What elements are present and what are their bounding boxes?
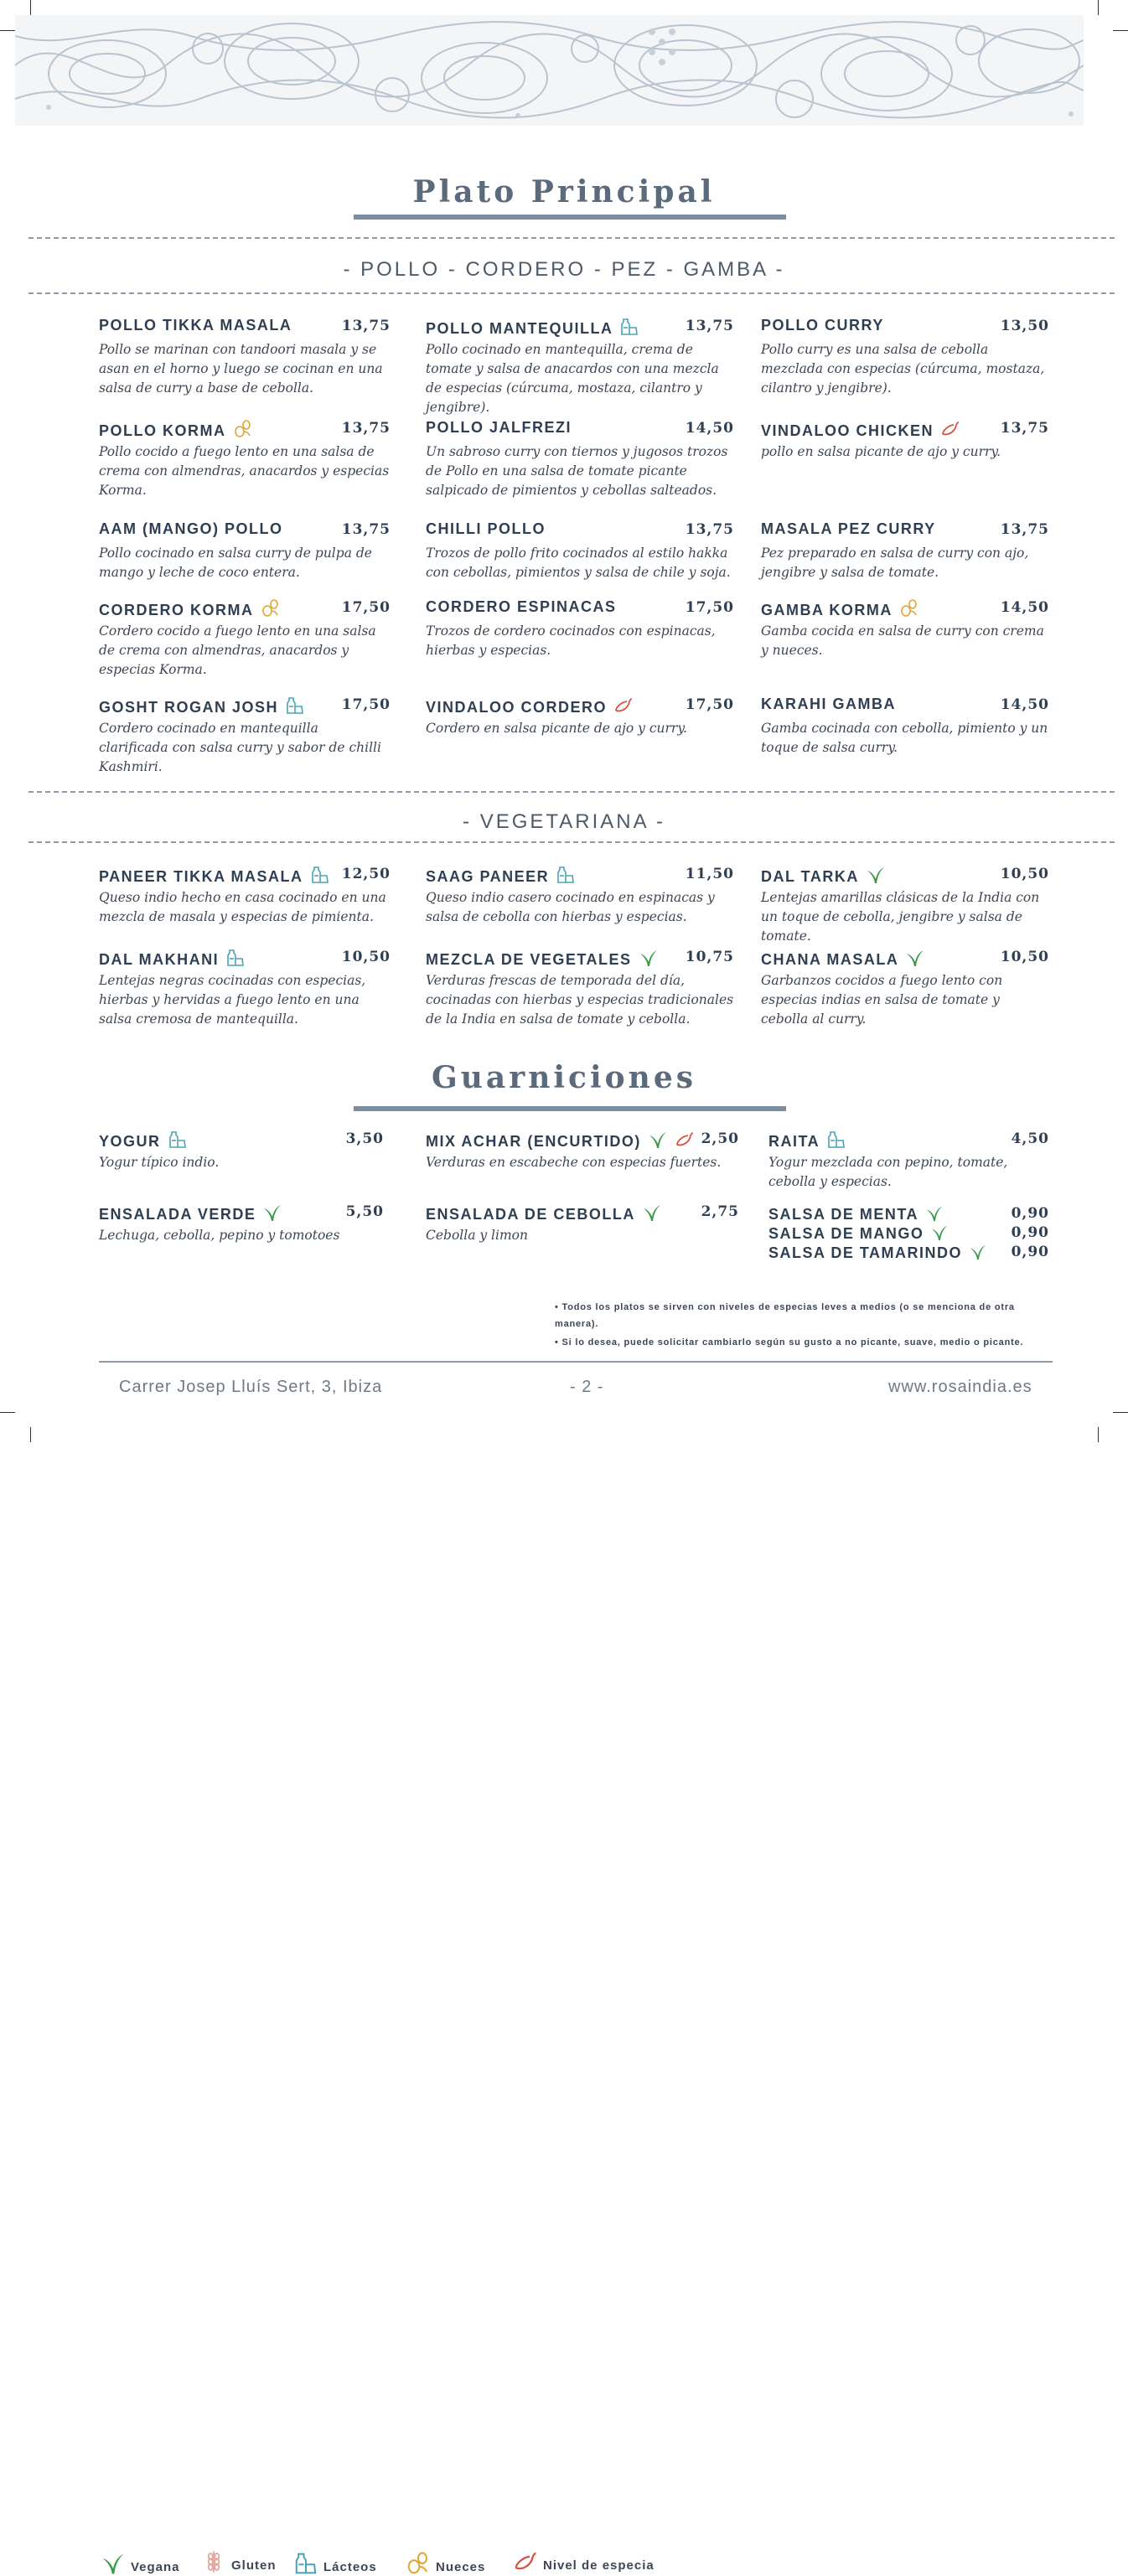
menu-item bbox=[426, 598, 734, 660]
chili-icon bbox=[675, 1130, 695, 1150]
dish-description: Gamba cocinada con cebolla, pimiento y un toque de salsa curry. bbox=[761, 721, 1048, 755]
dish-price: 13,75 bbox=[1000, 521, 1049, 538]
vegan-icon bbox=[639, 948, 659, 968]
dish-description: Un sabroso curry con tiernos y jugosos trozos de Pollo en una salsa de tomate picante salpicado de pimientos y cebollas salteados. bbox=[426, 444, 728, 498]
dish-description: Verduras en escabeche con especias fuertes. bbox=[426, 1155, 722, 1170]
menu-item-header bbox=[761, 696, 1049, 717]
menu-item bbox=[99, 598, 391, 680]
dish-name: MEZCLA DE VEGETALES bbox=[426, 951, 632, 968]
menu-item bbox=[761, 317, 1049, 398]
menu-item bbox=[426, 948, 734, 1029]
chili-icon bbox=[940, 419, 960, 439]
menu-item bbox=[426, 1130, 739, 1172]
dairy-icon bbox=[168, 1130, 188, 1150]
dairy-icon bbox=[225, 948, 246, 968]
menu-item-header bbox=[99, 948, 391, 970]
dish-description: Gamba cocida en salsa de curry con crema y nueces. bbox=[761, 623, 1044, 658]
menu-item-header bbox=[99, 317, 391, 339]
vegan-icon bbox=[642, 1203, 662, 1223]
dish-description: Garbanzos cocidos a fuego lento con especias indias en salsa de tomate y cebolla al curry. bbox=[761, 973, 1003, 1027]
dish-description: Queso indio hecho en casa cocinado en una mezcla de masala y especias de pimienta. bbox=[99, 890, 386, 924]
dish-description: Cebolla y limon bbox=[426, 1228, 528, 1243]
dish-description: Pollo se marinan con tandoori masala y se asan en el horno y luego se cocinan en una salsa de curry a base de cebolla. bbox=[99, 342, 383, 396]
dish-description: Yogur típico indio. bbox=[99, 1155, 220, 1170]
crop-mark bbox=[30, 1427, 31, 1442]
dish-description: Cordero cocido a fuego lento en una salsa de crema con almendras, anacardos y especias Korma. bbox=[99, 623, 376, 677]
menu-item bbox=[99, 419, 391, 500]
crop-mark bbox=[1113, 1412, 1128, 1413]
menu-item bbox=[761, 419, 1049, 462]
sides-title-underline bbox=[354, 1106, 786, 1111]
sauce-price: 0,90 bbox=[1011, 1205, 1049, 1222]
nuts-icon bbox=[233, 419, 253, 439]
menu-item bbox=[761, 520, 1049, 582]
dish-name: AAM (MANGO) POLLO bbox=[99, 520, 283, 537]
menu-item bbox=[99, 1203, 384, 1245]
menu-item-header bbox=[99, 696, 391, 717]
dish-name: YOGUR bbox=[99, 1133, 161, 1150]
menu-item-header bbox=[99, 598, 391, 620]
vegan-icon bbox=[930, 1223, 949, 1242]
vegan-icon bbox=[925, 1204, 944, 1223]
dish-price: 10,50 bbox=[1000, 949, 1049, 965]
section-heading-vegetariana: - VEGETARIANA - bbox=[463, 810, 665, 833]
dish-name: DAL TARKA bbox=[761, 868, 859, 885]
menu-item bbox=[99, 520, 391, 582]
divider bbox=[28, 791, 1115, 793]
dish-name: VINDALOO CORDERO bbox=[426, 699, 608, 716]
crop-mark bbox=[30, 0, 31, 15]
menu-item-header bbox=[99, 520, 391, 542]
dish-name: CHILLI POLLO bbox=[426, 520, 546, 537]
dish-price: 3,50 bbox=[345, 1130, 384, 1147]
dish-description: pollo en salsa picante de ajo y curry. bbox=[761, 444, 1001, 459]
dish-price: 13,50 bbox=[1000, 318, 1049, 334]
menu-item-header bbox=[426, 317, 734, 339]
dish-name: CHANA MASALA bbox=[761, 951, 899, 968]
footer-divider bbox=[99, 1361, 1053, 1363]
crop-mark bbox=[0, 1412, 15, 1413]
dish-price: 13,75 bbox=[341, 420, 391, 437]
vegan-icon bbox=[648, 1130, 668, 1150]
dish-price: 13,75 bbox=[341, 521, 391, 538]
dish-price: 13,75 bbox=[1000, 420, 1049, 437]
menu-item-header bbox=[761, 598, 1049, 620]
dish-name: ENSALADA VERDE bbox=[99, 1206, 256, 1223]
sides-title: Guarniciones bbox=[431, 1060, 696, 1095]
dish-name: RAITA bbox=[768, 1133, 820, 1150]
menu-item-header bbox=[426, 865, 734, 887]
menu-item bbox=[426, 865, 734, 927]
menu-item-header bbox=[761, 520, 1049, 542]
dish-name: SAAG PANEER bbox=[426, 868, 550, 885]
nuts-icon bbox=[261, 598, 281, 618]
dish-name: PANEER TIKKA MASALA bbox=[99, 868, 303, 885]
menu-item bbox=[761, 598, 1049, 660]
sauce-item bbox=[768, 1223, 1049, 1243]
chili-icon bbox=[513, 2558, 543, 2573]
dish-description: Trozos de cordero cocinados con espinacas, hierbas y especias. bbox=[426, 623, 716, 658]
divider bbox=[28, 292, 1115, 294]
crop-mark bbox=[0, 30, 15, 31]
spice-note-2: • Si lo desea, puede solicitar cambiarlo según su gusto a no picante, suave, medio o picante. bbox=[555, 1337, 1024, 1347]
dish-name: POLLO JALFREZI bbox=[426, 419, 572, 436]
dish-description: Pollo curry es una salsa de cebolla mezclada con especias (cúrcuma, mostaza, cilantro y jengibre). bbox=[761, 342, 1045, 396]
dish-name: VINDALOO CHICKEN bbox=[761, 422, 934, 439]
divider bbox=[28, 841, 1115, 843]
dairy-icon bbox=[285, 696, 305, 716]
legend-spice: Nivel de especia bbox=[513, 2549, 655, 2574]
menu-item-header bbox=[426, 696, 734, 717]
dish-description: Cordero en salsa picante de ajo y curry. bbox=[426, 721, 687, 736]
nuts-icon bbox=[406, 2560, 436, 2574]
menu-item bbox=[761, 865, 1049, 946]
footer-website[interactable]: www.rosaindia.es bbox=[888, 1378, 1032, 1396]
menu-item-header bbox=[426, 1130, 739, 1151]
dish-price: 14,50 bbox=[1000, 696, 1049, 713]
menu-item bbox=[426, 696, 734, 738]
dish-price: 2,75 bbox=[701, 1203, 739, 1220]
dish-price: 13,75 bbox=[685, 521, 734, 538]
dish-description: Cordero cocinado en mantequilla clarificada con salsa curry y sabor de chilli Kashmiri. bbox=[99, 721, 381, 774]
vegan-icon bbox=[866, 865, 886, 885]
menu-item bbox=[761, 948, 1049, 1029]
vegan-icon bbox=[262, 1203, 282, 1223]
crop-mark bbox=[1113, 30, 1128, 31]
dish-price: 17,50 bbox=[341, 599, 391, 616]
sauce-name: SALSA DE MENTA bbox=[768, 1206, 919, 1223]
dish-price: 17,50 bbox=[685, 599, 734, 616]
dish-name: CORDERO ESPINACAS bbox=[426, 598, 617, 615]
dish-description: Pollo cocido a fuego lento en una salsa de crema con almendras, anacardos y especias Korma. bbox=[99, 444, 390, 498]
menu-item-header bbox=[761, 865, 1049, 887]
dish-name: GOSHT ROGAN JOSH bbox=[99, 699, 279, 716]
dish-name: POLLO CURRY bbox=[761, 317, 884, 334]
legend-gluten: Gluten bbox=[201, 2549, 277, 2574]
footer-page-number: - 2 - bbox=[570, 1378, 604, 1396]
legend-nuts: Nueces bbox=[406, 2551, 485, 2576]
menu-item-header bbox=[99, 1203, 384, 1224]
menu-item-header bbox=[99, 419, 391, 441]
menu-item bbox=[426, 520, 734, 582]
menu-item bbox=[99, 948, 391, 1029]
menu-item-header bbox=[768, 1130, 1049, 1151]
dish-name: GAMBA KORMA bbox=[761, 602, 893, 618]
vegan-icon bbox=[905, 948, 925, 968]
dairy-icon bbox=[293, 2560, 323, 2574]
page-title: Plato Principal bbox=[412, 174, 716, 209]
dish-name: DAL MAKHANI bbox=[99, 951, 220, 968]
dish-price: 14,50 bbox=[685, 420, 734, 437]
menu-item-header bbox=[761, 948, 1049, 970]
dish-description: Verduras frescas de temporada del día, cocinadas con hierbas y especias tradicionales de la India en salsa de tomate y cebolla. bbox=[426, 973, 734, 1027]
menu-item bbox=[426, 419, 734, 500]
menu-item bbox=[99, 696, 391, 777]
spice-note-1: • Todos los platos se sirven con niveles de especias leves a medios (o se menciona de otra manera). bbox=[555, 1302, 1015, 1329]
legend-dairy: Lácteos bbox=[293, 2551, 377, 2576]
dish-price: 13,75 bbox=[685, 318, 734, 334]
menu-item-header bbox=[99, 1130, 384, 1151]
dairy-icon bbox=[619, 317, 639, 337]
dish-description: Lentejas negras cocinadas con especias, hierbas y hervidas a fuego lento en una salsa cremosa de mantequilla. bbox=[99, 973, 366, 1027]
dish-name: KARAHI GAMBA bbox=[761, 696, 896, 712]
sauce-price: 0,90 bbox=[1011, 1224, 1049, 1241]
sauce-item bbox=[768, 1204, 1049, 1223]
dish-price: 5,50 bbox=[345, 1203, 384, 1220]
dish-description: Queso indio casero cocinado en espinacas y salsa de cebolla con hierbas y especias. bbox=[426, 890, 715, 924]
dairy-icon bbox=[310, 865, 330, 885]
crop-mark bbox=[1098, 1427, 1099, 1442]
sauces-list bbox=[768, 1204, 1049, 1262]
dish-name: CORDERO KORMA bbox=[99, 602, 254, 618]
dish-price: 14,50 bbox=[1000, 599, 1049, 616]
dish-description: Lentejas amarillas clásicas de la India con un toque de cebolla, jengibre y salsa de tomate. bbox=[761, 890, 1040, 944]
menu-item bbox=[768, 1130, 1049, 1192]
dish-price: 17,50 bbox=[685, 696, 734, 713]
sauce-price: 0,90 bbox=[1011, 1244, 1049, 1260]
dish-description: Pollo cocinado en salsa curry de pulpa de mango y leche de coco entera. bbox=[99, 546, 372, 580]
legend-vegan: Vegana bbox=[101, 2551, 180, 2576]
menu-item bbox=[426, 317, 734, 417]
menu-item-header bbox=[426, 520, 734, 542]
menu-item bbox=[761, 696, 1049, 758]
dish-price: 13,75 bbox=[341, 318, 391, 334]
menu-item-header bbox=[99, 865, 391, 887]
dish-price: 11,50 bbox=[685, 866, 734, 882]
dish-price: 2,50 bbox=[701, 1130, 739, 1147]
wheat-icon bbox=[201, 2558, 231, 2573]
dish-name: POLLO TIKKA MASALA bbox=[99, 317, 292, 334]
dish-description: Pez preparado en salsa de curry con ajo, jengibre y salsa de tomate. bbox=[761, 546, 1029, 580]
dish-price: 17,50 bbox=[341, 696, 391, 713]
dish-price: 12,50 bbox=[341, 866, 391, 882]
section-heading-carnes: - POLLO - CORDERO - PEZ - GAMBA - bbox=[343, 258, 785, 281]
sauce-item bbox=[768, 1243, 1049, 1262]
crop-mark bbox=[1098, 0, 1099, 15]
dish-price: 10,50 bbox=[1000, 866, 1049, 882]
divider bbox=[28, 237, 1115, 239]
menu-item-header bbox=[426, 419, 734, 441]
dish-name: POLLO KORMA bbox=[99, 422, 226, 439]
menu-item bbox=[99, 1130, 384, 1172]
dish-description: Yogur mezclada con pepino, tomate, cebolla y especias. bbox=[768, 1155, 1008, 1189]
menu-item-header bbox=[426, 948, 734, 970]
sauce-name: SALSA DE MANGO bbox=[768, 1225, 924, 1242]
menu-item bbox=[99, 865, 391, 927]
dish-description: Trozos de pollo frito cocinados al estilo hakka con cebollas, pimientos y salsa de chile y soja. bbox=[426, 546, 731, 580]
title-underline bbox=[354, 215, 786, 220]
sauce-name: SALSA DE TAMARINDO bbox=[768, 1244, 962, 1261]
dish-name: POLLO MANTEQUILLA bbox=[426, 320, 613, 337]
menu-item-header bbox=[761, 419, 1049, 441]
paisley-banner bbox=[15, 15, 1084, 126]
footer-address: Carrer Josep Lluís Sert, 3, Ibiza bbox=[119, 1378, 383, 1396]
dish-name: ENSALADA DE CEBOLLA bbox=[426, 1206, 635, 1223]
menu-item-header bbox=[426, 598, 734, 620]
vegan-icon bbox=[969, 1243, 987, 1261]
menu-item-header bbox=[761, 317, 1049, 339]
chili-icon bbox=[613, 696, 634, 716]
vegan-icon bbox=[101, 2560, 131, 2574]
menu-item bbox=[426, 1203, 739, 1245]
dairy-icon bbox=[826, 1130, 846, 1150]
dish-price: 4,50 bbox=[1011, 1130, 1049, 1147]
dish-price: 10,50 bbox=[341, 949, 391, 965]
dairy-icon bbox=[556, 865, 576, 885]
dish-name: MIX ACHAR (ENCURTIDO) bbox=[426, 1133, 641, 1150]
menu-item bbox=[99, 317, 391, 398]
nuts-icon bbox=[899, 598, 919, 618]
menu-item-header bbox=[426, 1203, 739, 1224]
dish-description: Lechuga, cebolla, pepino y tomotoes bbox=[99, 1228, 340, 1243]
dish-name: MASALA PEZ CURRY bbox=[761, 520, 936, 537]
dish-price: 10,75 bbox=[685, 949, 734, 965]
dish-description: Pollo cocinado en mantequilla, crema de tomate y salsa de anacardos con una mezcla de especias (cúrcuma, mostaza, cilantro y jengibre). bbox=[426, 342, 719, 415]
